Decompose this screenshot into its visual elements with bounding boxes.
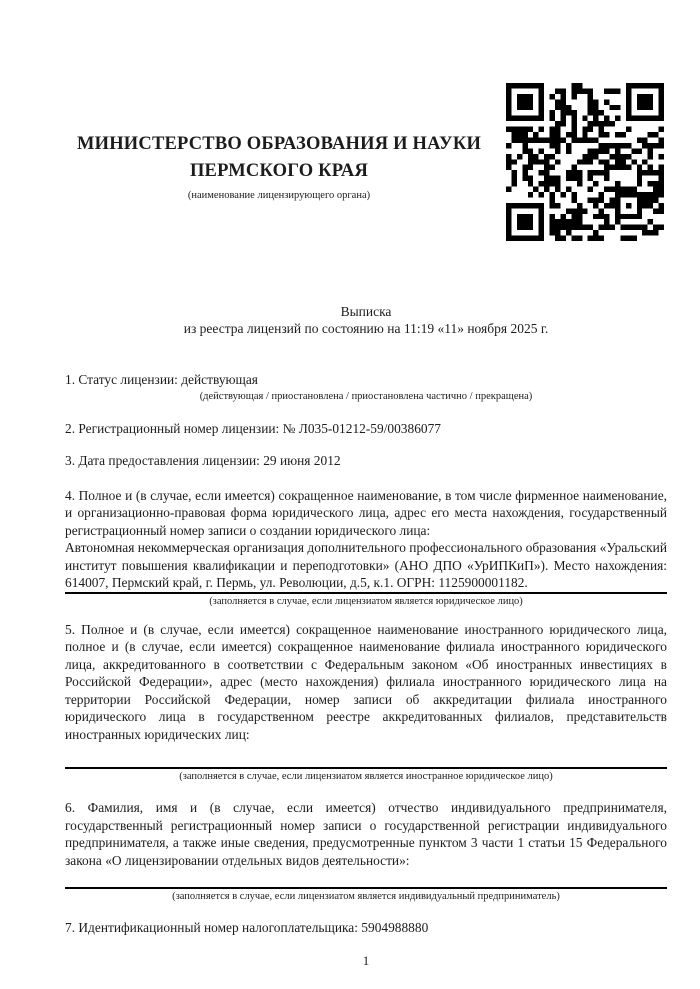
item-7-taxpayer-number [65,919,667,937]
extract-date-line: из реестра лицензий по состоянию на 11:19 «11» ноября 2025 г. [183,321,549,336]
item-1-caption: (действующая / приостановлена / приостановлена частично / прекращена) [199,390,533,402]
item-3-license-date [65,452,667,470]
fill-line [65,592,667,594]
item-4-text: 4. Полное и (в случае, если имеется) сокращенное наименование, в том числе фирменное наименование, и организационно-правовая форма юридического лица, адрес его места нахождения, государственный регистрационный номер записи о создании юридического лица: [65,487,667,538]
page-number: 1 [362,952,370,968]
ministry-name-line2: ПЕРМСКОГО КРАЯ [189,161,369,181]
qr-code-icon [506,83,664,241]
item-6-value [65,869,667,887]
extract-title: Выписка [340,304,392,319]
item-5-caption: (заполняется в случае, если лицензиатом является иностранное юридическое лицо) [179,771,553,782]
licensing-authority-block [65,131,493,201]
item-6-individual-entrepreneur [65,799,667,904]
document-title-block [65,303,667,337]
item-4-caption: (заполняется в случае, если лицензиатом является юридическое лицо) [209,595,523,607]
extract-items [65,371,667,937]
document-header [65,0,667,303]
ministry-name-line1: МИНИСТЕРСТВО ОБРАЗОВАНИЯ И НАУКИ [76,134,482,154]
item-4-value: Автономная некоммерческая организация дополнительного профессионального образования «Уральский институт повышения квалификации и переподготовки» (АНО ДПО «УрИПКиП»). Место нахождения: 614007, Пермский край, г. Пермь, ул. Революции, д.5, к.1. ОГРН: 1125900001182. [65,540,667,590]
item-1-license-status [65,371,667,404]
item-2-text: 2. Регистрационный номер лицензии: № Л035-01212-59/00386077 [65,420,441,436]
fill-line [65,887,667,889]
item-7-text: 7. Идентификационный номер налогоплательщика: 5904988880 [65,920,429,935]
item-2-registration-number [65,420,667,438]
licensing-authority-caption: (наименование лицензирующего органа) [187,190,371,201]
item-5-foreign-entity [65,621,667,785]
item-5-text: 5. Полное и (в случае, если имеется) сокращенное наименование иностранного юридического лица, полное и (в случае, если имеется) сокращенное наименование филиала иностранного юридического лица, аккредитованного в соответствии с Федеральным законом «Об иностранных инвестициях в Российской Федерации», адрес (место нахождения) филиала иностранного юридического лица на территории Российской Федерации, номер записи об аккредитации филиала иностранного юридического лица в государственном реестре аккредитованных филиалов, представительств иностранных юридических лиц: [65,621,667,742]
item-6-caption: (заполняется в случае, если лицензиатом является индивидуальный предприниматель) [172,891,560,902]
item-1-text: 1. Статус лицензии: действующая [65,372,258,387]
item-5-value [65,743,667,767]
item-6-text: 6. Фамилия, имя и (в случае, если имеется) отчество индивидуального предпринимателя, государственный регистрационный номер записи о государственной регистрации индивидуального предпринимателя, а также иные сведения, предусмотренные пунктом 3 части 1 статьи 15 Федерального закона «О лицензировании отдельных видов деятельности»: [65,800,667,868]
item-4-legal-entity [65,487,667,609]
item-3-text: 3. Дата предоставления лицензии: 29 июня 2012 [65,453,341,468]
fill-line [65,767,667,769]
